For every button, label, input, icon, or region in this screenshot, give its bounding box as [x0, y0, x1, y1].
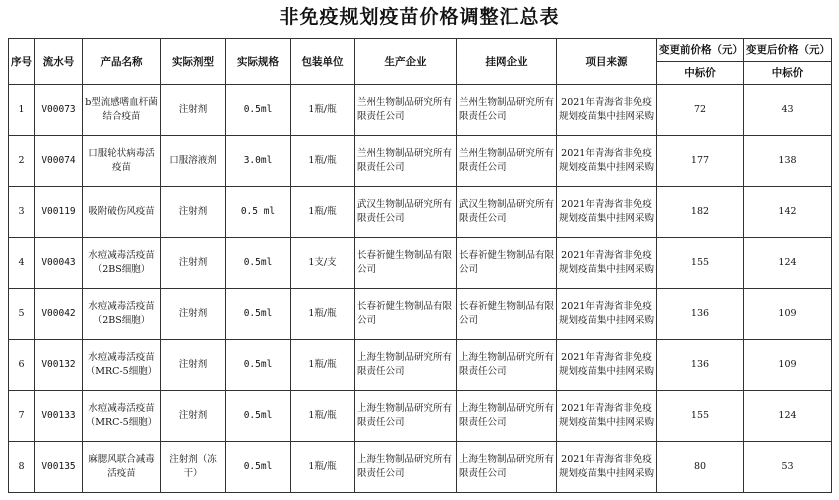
- table-row: [9, 238, 832, 289]
- cell-manufacturer: 长春祈健生物制品有限公司: [355, 289, 457, 340]
- cell-spec: 0.5ml: [226, 238, 291, 289]
- table-row: [9, 391, 832, 442]
- cell-product: b型流感嗜血杆菌结合疫苗: [83, 85, 161, 136]
- cell-serial: V00135: [35, 442, 83, 493]
- header-dosage-form: 实际剂型: [161, 39, 226, 85]
- cell-product: 水痘减毒活疫苗（2BS细胞）: [83, 238, 161, 289]
- cell-price-before: 182: [657, 187, 744, 238]
- cell-listing: 上海生物制品研究所有限责任公司: [457, 391, 557, 442]
- cell-unit: 1瓶/瓶: [291, 289, 355, 340]
- table-row: [9, 289, 832, 340]
- table-row: [9, 340, 832, 391]
- cell-listing: 兰州生物制品研究所有限责任公司: [457, 136, 557, 187]
- cell-price-after: 53: [744, 442, 832, 493]
- cell-spec: 0.5ml: [226, 391, 291, 442]
- cell-unit: 1瓶/瓶: [291, 340, 355, 391]
- cell-index: 4: [9, 238, 35, 289]
- header-product: 产品名称: [83, 39, 161, 85]
- cell-product: 吸附破伤风疫苗: [83, 187, 161, 238]
- cell-price-before: 155: [657, 238, 744, 289]
- header-price-after: 变更后价格（元）: [744, 39, 832, 62]
- cell-price-before: 80: [657, 442, 744, 493]
- cell-unit: 1瓶/瓶: [291, 85, 355, 136]
- cell-listing: 武汉生物制品研究所有限责任公司: [457, 187, 557, 238]
- cell-spec: 0.5 ml: [226, 187, 291, 238]
- cell-index: 3: [9, 187, 35, 238]
- cell-spec: 3.0ml: [226, 136, 291, 187]
- cell-listing: 兰州生物制品研究所有限责任公司: [457, 85, 557, 136]
- cell-source: 2021年青海省非免疫规划疫苗集中挂网采购: [557, 340, 657, 391]
- cell-source: 2021年青海省非免疫规划疫苗集中挂网采购: [557, 391, 657, 442]
- cell-listing: 上海生物制品研究所有限责任公司: [457, 442, 557, 493]
- cell-dosage-form: 注射剂: [161, 289, 226, 340]
- cell-serial: V00042: [35, 289, 83, 340]
- cell-listing: 长春祈健生物制品有限公司: [457, 238, 557, 289]
- header-spec: 实际规格: [226, 39, 291, 85]
- cell-index: 1: [9, 85, 35, 136]
- cell-index: 6: [9, 340, 35, 391]
- cell-index: 2: [9, 136, 35, 187]
- cell-price-before: 136: [657, 340, 744, 391]
- table-row: [9, 85, 832, 136]
- cell-source: 2021年青海省非免疫规划疫苗集中挂网采购: [557, 442, 657, 493]
- cell-product: 水痘减毒活疫苗（MRC-5细胞）: [83, 391, 161, 442]
- cell-price-after: 109: [744, 289, 832, 340]
- header-bid-before: 中标价: [657, 62, 744, 85]
- cell-dosage-form: 注射剂: [161, 340, 226, 391]
- cell-price-after: 124: [744, 391, 832, 442]
- cell-spec: 0.5ml: [226, 289, 291, 340]
- cell-index: 8: [9, 442, 35, 493]
- cell-manufacturer: 长春祈健生物制品有限公司: [355, 238, 457, 289]
- cell-price-after: 43: [744, 85, 832, 136]
- header-row: [9, 39, 832, 62]
- header-listing: 挂网企业: [457, 39, 557, 85]
- cell-dosage-form: 注射剂: [161, 187, 226, 238]
- cell-serial: V00074: [35, 136, 83, 187]
- cell-product: 水痘减毒活疫苗（MRC-5细胞）: [83, 340, 161, 391]
- header-manufacturer: 生产企业: [355, 39, 457, 85]
- cell-price-before: 177: [657, 136, 744, 187]
- header-bid-after: 中标价: [744, 62, 832, 85]
- cell-dosage-form: 注射剂: [161, 238, 226, 289]
- cell-spec: 0.5ml: [226, 340, 291, 391]
- cell-serial: V00073: [35, 85, 83, 136]
- cell-listing: 长春祈健生物制品有限公司: [457, 289, 557, 340]
- cell-manufacturer: 上海生物制品研究所有限责任公司: [355, 340, 457, 391]
- cell-product: 麻腮风联合减毒活疫苗: [83, 442, 161, 493]
- document-title: 非免疫规划疫苗价格调整汇总表: [279, 6, 560, 28]
- cell-unit: 1瓶/瓶: [291, 391, 355, 442]
- cell-index: 7: [9, 391, 35, 442]
- cell-source: 2021年青海省非免疫规划疫苗集中挂网采购: [557, 85, 657, 136]
- cell-serial: V00133: [35, 391, 83, 442]
- header-serial: 流水号: [35, 39, 83, 85]
- cell-price-after: 142: [744, 187, 832, 238]
- cell-dosage-form: 注射剂（冻干）: [161, 442, 226, 493]
- price-adjustment-table: [8, 38, 832, 493]
- cell-unit: 1支/支: [291, 238, 355, 289]
- cell-serial: V00043: [35, 238, 83, 289]
- cell-price-before: 136: [657, 289, 744, 340]
- table-row: [9, 187, 832, 238]
- cell-index: 5: [9, 289, 35, 340]
- header-index: 序号: [9, 39, 35, 85]
- cell-manufacturer: 武汉生物制品研究所有限责任公司: [355, 187, 457, 238]
- cell-source: 2021年青海省非免疫规划疫苗集中挂网采购: [557, 187, 657, 238]
- cell-dosage-form: 注射剂: [161, 85, 226, 136]
- cell-price-before: 155: [657, 391, 744, 442]
- cell-serial: V00119: [35, 187, 83, 238]
- cell-price-after: 124: [744, 238, 832, 289]
- cell-manufacturer: 上海生物制品研究所有限责任公司: [355, 442, 457, 493]
- header-source: 项目来源: [557, 39, 657, 85]
- header-price-before: 变更前价格（元）: [657, 39, 744, 62]
- cell-spec: 0.5ml: [226, 85, 291, 136]
- cell-manufacturer: 兰州生物制品研究所有限责任公司: [355, 85, 457, 136]
- header-unit: 包装单位: [291, 39, 355, 85]
- cell-dosage-form: 注射剂: [161, 391, 226, 442]
- cell-product: 水痘减毒活疫苗（2BS细胞）: [83, 289, 161, 340]
- cell-product: 口服轮状病毒活疫苗: [83, 136, 161, 187]
- table-row: [9, 442, 832, 493]
- cell-serial: V00132: [35, 340, 83, 391]
- cell-unit: 1瓶/瓶: [291, 187, 355, 238]
- cell-dosage-form: 口服溶液剂: [161, 136, 226, 187]
- cell-source: 2021年青海省非免疫规划疫苗集中挂网采购: [557, 136, 657, 187]
- cell-price-before: 72: [657, 85, 744, 136]
- cell-spec: 0.5ml: [226, 442, 291, 493]
- cell-source: 2021年青海省非免疫规划疫苗集中挂网采购: [557, 238, 657, 289]
- cell-unit: 1瓶/瓶: [291, 136, 355, 187]
- cell-price-after: 138: [744, 136, 832, 187]
- cell-unit: 1瓶/瓶: [291, 442, 355, 493]
- cell-listing: 上海生物制品研究所有限责任公司: [457, 340, 557, 391]
- cell-manufacturer: 兰州生物制品研究所有限责任公司: [355, 136, 457, 187]
- cell-manufacturer: 上海生物制品研究所有限责任公司: [355, 391, 457, 442]
- cell-price-after: 109: [744, 340, 832, 391]
- table-row: [9, 136, 832, 187]
- cell-source: 2021年青海省非免疫规划疫苗集中挂网采购: [557, 289, 657, 340]
